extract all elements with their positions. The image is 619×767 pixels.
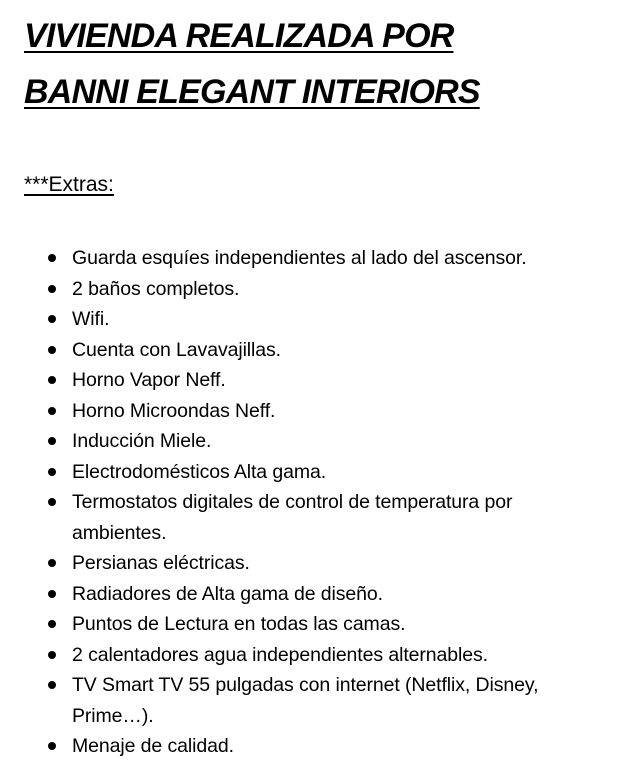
list-item-text: Cuenta con Lavavajillas. — [72, 338, 281, 361]
list-item — [0, 274, 610, 305]
list-item-text: Termostatos digitales de control de temperatura por ambientes. — [72, 491, 513, 544]
list-item-text: Horno Microondas Neff. — [72, 399, 276, 422]
title-line-2: BANNI ELEGANT INTERIORS — [24, 73, 480, 111]
list-item-text: Menaje de calidad. — [72, 735, 234, 757]
list-item — [0, 609, 610, 640]
list-item — [0, 579, 610, 610]
list-item-text: 2 baños completos. — [72, 277, 240, 300]
list-item — [0, 426, 610, 457]
list-item — [0, 304, 610, 335]
list-item — [0, 457, 610, 488]
list-item-text: 2 calentadores agua independientes alternables. — [72, 643, 488, 666]
bullet-icon — [48, 437, 56, 445]
list-item — [0, 670, 610, 731]
list-item-text: Radiadores de Alta gama de diseño. — [72, 582, 383, 605]
bullet-icon — [48, 681, 56, 689]
bullet-icon — [48, 620, 56, 628]
list-item-text: Guarda esquíes independientes al lado del ascensor. — [72, 247, 527, 269]
document-title — [24, 8, 604, 120]
list-item-text: Horno Vapor Neff. — [72, 369, 226, 391]
title-line-1: VIVIENDA REALIZADA POR — [24, 17, 454, 55]
bullet-icon — [48, 315, 56, 323]
list-item — [0, 640, 610, 671]
list-item — [0, 548, 610, 579]
list-item-text: Wifi. — [72, 308, 110, 330]
bullet-icon — [48, 559, 56, 567]
list-item-text: Puntos de Lectura en todas las camas. — [72, 613, 406, 635]
bullet-icon — [48, 651, 56, 659]
list-item-text: Electrodomésticos Alta gama. — [72, 460, 327, 483]
list-item-text: TV Smart TV 55 pulgadas con internet (Netflix, Disney, Prime…). — [72, 674, 539, 727]
bullet-icon — [48, 590, 56, 598]
list-item — [0, 335, 610, 366]
list-item — [0, 243, 610, 274]
bullet-icon — [48, 285, 56, 293]
bullet-icon — [48, 376, 56, 384]
bullet-icon — [48, 742, 56, 750]
bullet-icon — [48, 407, 56, 415]
list-item — [0, 396, 610, 427]
bullet-icon — [48, 254, 56, 262]
list-item — [0, 731, 610, 762]
list-item — [0, 365, 610, 396]
list-item-text: Persianas eléctricas. — [72, 552, 250, 574]
bullet-icon — [48, 498, 56, 506]
list-item — [0, 487, 610, 548]
extras-heading: ***Extras: — [24, 173, 114, 196]
bullet-icon — [48, 468, 56, 476]
list-item-text: Inducción Miele. — [72, 430, 212, 452]
bullet-icon — [48, 346, 56, 354]
extras-list — [0, 243, 610, 762]
